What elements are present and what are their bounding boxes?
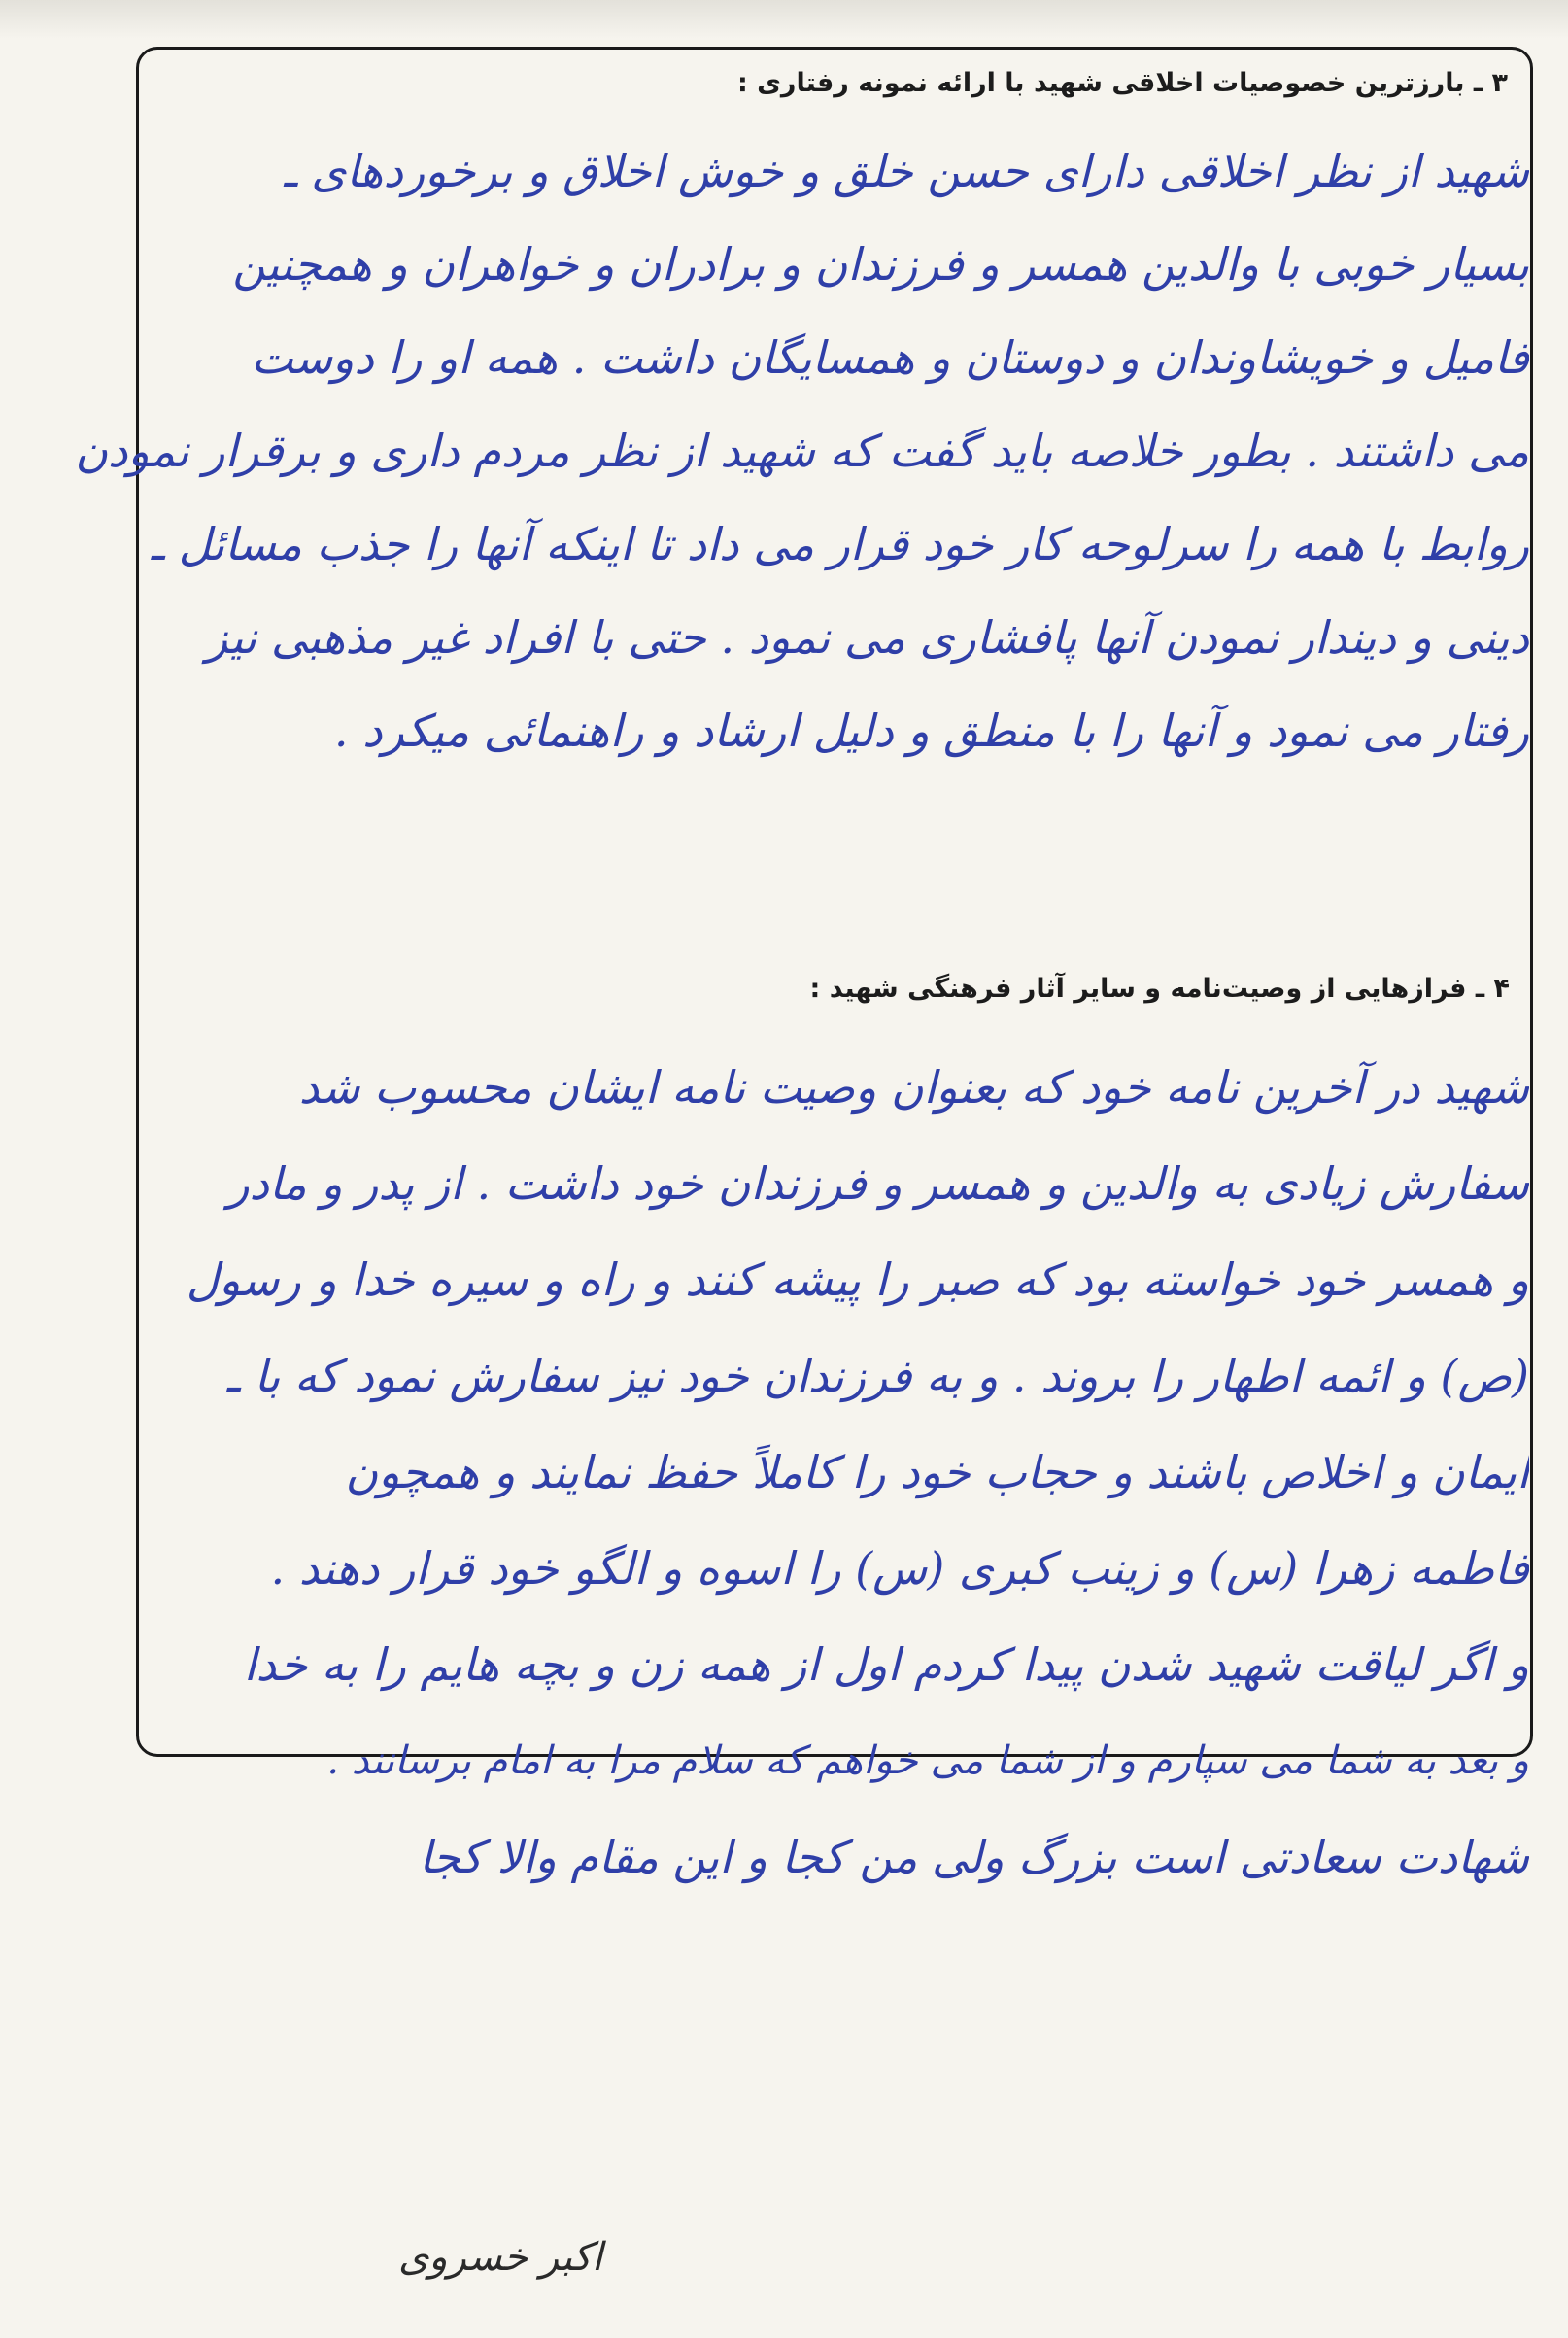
section-4-handwritten-text	[62, 1040, 1529, 1906]
handwritten-line: ایمان و اخلاص باشند و حجاب خود را کاملاً حفظ نمایند و همچون	[345, 1446, 1529, 1498]
handwritten-line: فاطمه زهرا (س) و زینب کبری (س) را اسوه و الگو خود قرار دهند .	[270, 1542, 1529, 1595]
handwritten-line: و همسر خود خواسته بود که صبر را پیشه کنند و راه و سیره خدا و رسول	[186, 1254, 1529, 1306]
handwritten-line: روابط با همه را سرلوحه کار خود قرار می داد تا اینکه آنها را جذب مسائل ـ	[151, 518, 1529, 570]
section-3-heading: ۳ ـ بارزترین خصوصیات اخلاقی شهید با ارائه نمونه رفتاری :	[736, 68, 1508, 98]
handwritten-line: بسیار خوبی با والدین همسر و فرزندان و برادران و خواهران و همچنین	[232, 238, 1529, 291]
section-4-heading: ۴ ـ فرازهایی از وصیت‌نامه و سایر آثار فرهنگی شهید :	[809, 974, 1510, 1004]
signature: اکبر خسروی	[398, 2235, 603, 2280]
handwritten-line: دینی و دیندار نمودن آنها پافشاری می نمود . حتی با افراد غیر مذهبی نیز	[206, 611, 1529, 664]
handwritten-line: رفتار می نمود و آنها را با منطق و دلیل ارشاد و راهنمائی میکرد .	[333, 705, 1529, 757]
handwritten-line: شهادت سعادتی است بزرگ ولی من کجا و این مقام والا کجا	[419, 1831, 1529, 1883]
handwritten-line: شهید در آخرین نامه خود که بعنوان وصیت نامه ایشان محسوب شد	[298, 1061, 1529, 1114]
handwritten-line: سفارش زیادی به والدین و همسر و فرزندان خود داشت . از پدر و مادر	[227, 1157, 1529, 1210]
scan-top-shadow	[0, 0, 1568, 39]
handwritten-line: و اگر لیاقت شهید شدن پیدا کردم اول از همه زن و بچه هایم را به خدا	[243, 1638, 1529, 1691]
handwritten-line: می داشتند . بطور خلاصه باید گفت که شهید از نظر مردم داری و برقرار نمودن	[75, 425, 1529, 477]
handwritten-line: فامیل و خویشاوندان و دوستان و همسایگان داشت . همه او را دوست	[251, 331, 1529, 384]
handwritten-line: و بعد به شما می سپارم و از شما می خواهم که سلام مرا به امام برسانند .	[326, 1738, 1529, 1783]
handwritten-line: شهید از نظر اخلاقی دارای حسن خلق و خوش اخلاق و برخوردهای ـ	[284, 145, 1529, 197]
section-3-handwritten-text	[62, 124, 1529, 777]
handwritten-line: (ص) و ائمه اطهار را بروند . و به فرزندان خود نیز سفارش نمود که با ـ	[226, 1350, 1529, 1402]
